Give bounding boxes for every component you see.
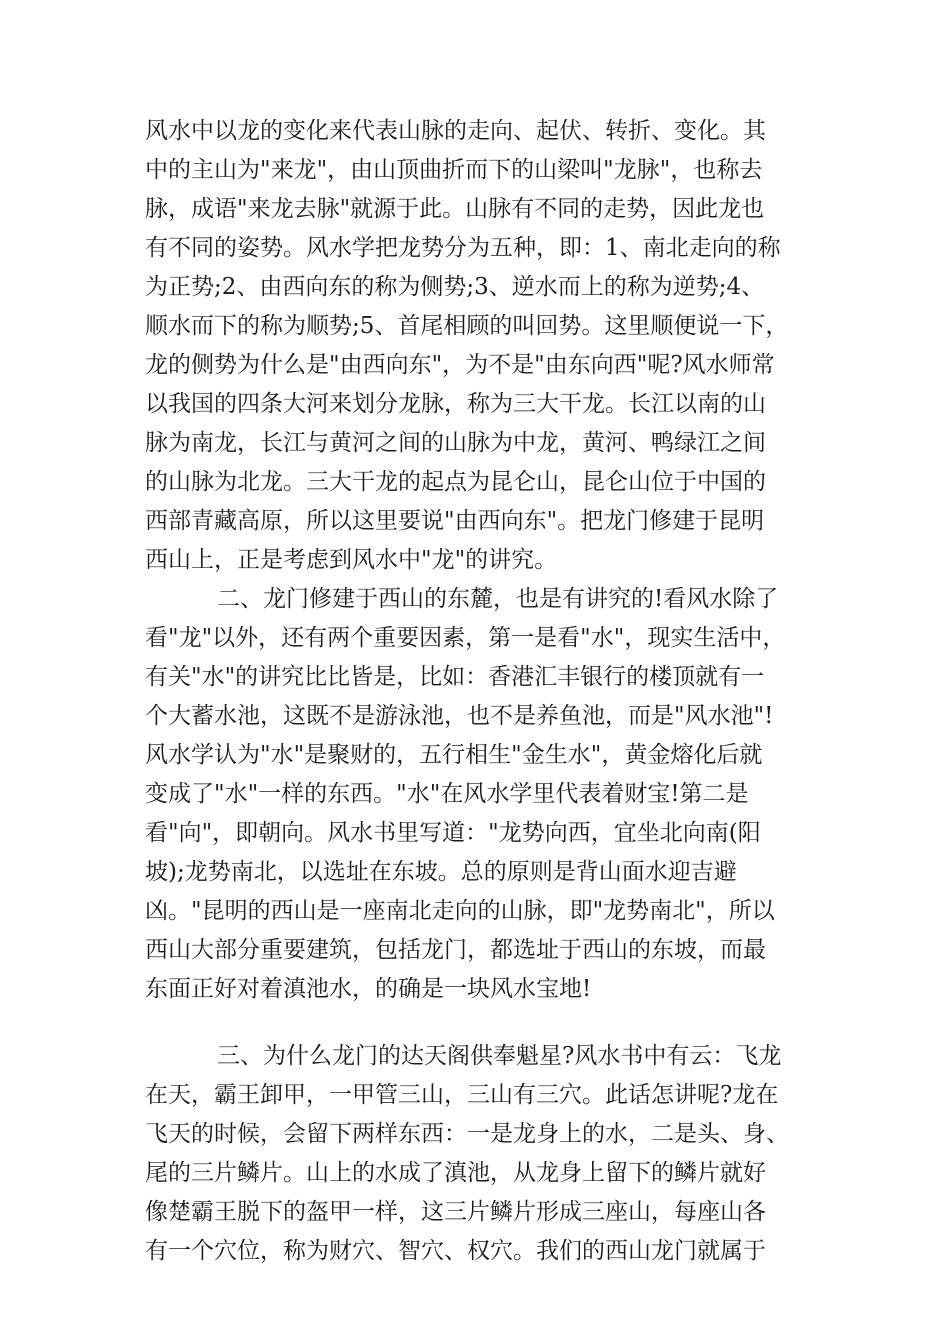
document-body bbox=[145, 112, 805, 1271]
text-line: 顺水而下的称为顺势;5、首尾相顾的叫回势。这里顺便说一下， bbox=[145, 313, 789, 339]
text-line: 风水学认为"水"是聚财的，五行相生"金生水"，黄金熔化后就 bbox=[145, 742, 763, 768]
paragraph-3 bbox=[145, 1037, 805, 1271]
text-line: 凶。"昆明的西山是一座南北走向的山脉，即"龙势南北"，所以 bbox=[145, 898, 775, 924]
text-line: 坡);龙势南北，以选址在东坡。总的原则是背山面水迎吉避 bbox=[145, 859, 737, 885]
text-line: 有一个穴位，称为财穴、智穴、权穴。我们的西山龙门就属于 bbox=[145, 1238, 766, 1264]
text-line: 有不同的姿势。风水学把龙势分为五种，即：1、南北走向的称 bbox=[145, 235, 781, 261]
text-line: 二、龙门修建于西山的东麓，也是有讲究的!看风水除了 bbox=[217, 586, 779, 612]
text-line: 尾的三片鳞片。山上的水成了滇池，从龙身上留下的鳞片就好 bbox=[145, 1160, 766, 1186]
text-line: 西山上，正是考虑到风水中"龙"的讲究。 bbox=[145, 547, 558, 573]
paragraph-2 bbox=[145, 580, 805, 1009]
text-line: 脉，成语"来龙去脉"就源于此。山脉有不同的走势，因此龙也 bbox=[145, 196, 765, 222]
text-line: 西部青藏高原，所以这里要说"由西向东"。把龙门修建于昆明 bbox=[145, 508, 765, 534]
text-line: 在天，霸王卸甲，一甲管三山，三山有三穴。此话怎讲呢?龙在 bbox=[145, 1082, 779, 1108]
text-line: 以我国的四条大河来划分龙脉，称为三大干龙。长江以南的山 bbox=[145, 391, 766, 417]
text-line: 的山脉为北龙。三大干龙的起点为昆仑山，昆仑山位于中国的 bbox=[145, 469, 766, 495]
text-line: 变成了"水"一样的东西。"水"在风水学里代表着财宝!第二是 bbox=[145, 781, 749, 807]
text-line: 个大蓄水池，这既不是游泳池，也不是养鱼池，而是"风水池"! bbox=[145, 703, 774, 729]
text-line: 看"向"，即朝向。风水书里写道："龙势向西，宜坐北向南(阳 bbox=[145, 820, 761, 846]
text-line: 脉为南龙，长江与黄河之间的山脉为中龙，黄河、鸭绿江之间 bbox=[145, 430, 766, 456]
text-line: 三、为什么龙门的达天阁供奉魁星?风水书中有云：飞龙 bbox=[217, 1043, 782, 1069]
text-line: 飞天的时候，会留下两样东西：一是龙身上的水，二是头、身、 bbox=[145, 1121, 789, 1147]
text-line: 风水中以龙的变化来代表山脉的走向、起伏、转折、变化。其 bbox=[145, 118, 766, 144]
text-line: 为正势;2、由西向东的称为侧势;3、逆水而上的称为逆势;4、 bbox=[145, 274, 765, 300]
text-line: 东面正好对着滇池水，的确是一块风水宝地! bbox=[145, 976, 592, 1002]
text-line: 龙的侧势为什么是"由西向东"，为不是"由东向西"呢?风水师常 bbox=[145, 352, 775, 378]
text-line: 有关"水"的讲究比比皆是，比如：香港汇丰银行的楼顶就有一 bbox=[145, 664, 765, 690]
text-line: 像楚霸王脱下的盔甲一样，这三片鳞片形成三座山，每座山各 bbox=[145, 1199, 766, 1225]
paragraph-1 bbox=[145, 112, 805, 580]
paragraph-spacer bbox=[145, 1009, 805, 1037]
text-line: 看"龙"以外，还有两个重要因素，第一是看"水"，现实生活中， bbox=[145, 625, 786, 651]
text-line: 中的主山为"来龙"，由山顶曲折而下的山梁叫"龙脉"，也称去 bbox=[145, 157, 763, 183]
text-line: 西山大部分重要建筑，包括龙门，都选址于西山的东坡，而最 bbox=[145, 937, 766, 963]
